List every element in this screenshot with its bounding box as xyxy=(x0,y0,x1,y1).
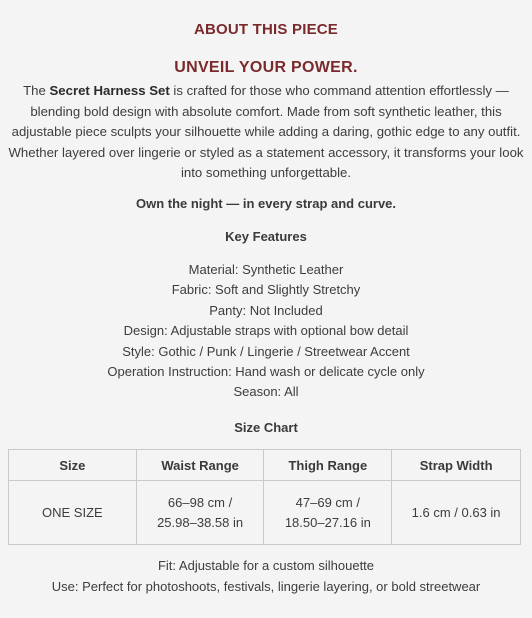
product-name: Secret Harness Set xyxy=(49,83,170,98)
size-chart-table xyxy=(8,449,521,545)
thigh-cm: 47–69 cm / xyxy=(295,494,360,510)
feature-item: Fabric: Soft and Slightly Stretchy xyxy=(171,282,361,298)
feature-item: Season: All xyxy=(233,384,299,400)
cell-waist-range xyxy=(136,481,264,545)
feature-item: Material: Synthetic Leather xyxy=(188,262,344,277)
intro-body: is crafted for those who command attention effortlessly — blending bold design with absolute comfort. Made from soft synthetic leather, this adjustable piece sculpts your silhouette while adding a daring, gothic edge to any outfit. Whether layered over lingerie or styled as a statement accessory, it transforms your look into something unforgettable. xyxy=(8,83,524,181)
table-header-row xyxy=(9,450,521,481)
cell-strap-width: 1.6 cm / 0.63 in xyxy=(392,481,521,545)
feature-item: Style: Gothic / Punk / Lingerie / Streetwear Accent xyxy=(122,343,410,359)
feature-item: Panty: Not Included xyxy=(209,302,323,318)
key-features-title: Key Features xyxy=(225,229,307,244)
feature-item: Design: Adjustable straps with optional bow detail xyxy=(123,323,409,339)
use-note: Use: Perfect for photoshoots, festivals, lingerie layering, or bold streetwear xyxy=(51,579,481,594)
intro-paragraph xyxy=(8,81,524,184)
headline: UNVEIL YOUR POWER. xyxy=(174,59,358,76)
cell-thigh-range xyxy=(264,481,392,545)
size-chart-title: Size Chart xyxy=(234,420,298,435)
table-row xyxy=(9,481,521,545)
column-header-thigh-range: Thigh Range xyxy=(264,450,392,481)
fit-note: Fit: Adjustable for a custom silhouette xyxy=(157,558,375,573)
intro-prefix: The xyxy=(23,83,50,98)
thigh-in: 18.50–27.16 in xyxy=(284,514,371,530)
key-features-list xyxy=(0,260,532,403)
feature-item: Operation Instruction: Hand wash or delicate cycle only xyxy=(107,364,425,380)
column-header-strap-width: Strap Width xyxy=(392,450,521,481)
section-title: ABOUT THIS PIECE xyxy=(193,21,339,38)
waist-in: 25.98–38.58 in xyxy=(157,514,244,530)
waist-cm: 66–98 cm / xyxy=(167,494,233,510)
column-header-waist-range: Waist Range xyxy=(136,450,264,481)
tagline: Own the night — in every strap and curve. xyxy=(135,196,397,211)
column-header-size: Size xyxy=(9,450,137,481)
cell-size: ONE SIZE xyxy=(9,481,137,545)
